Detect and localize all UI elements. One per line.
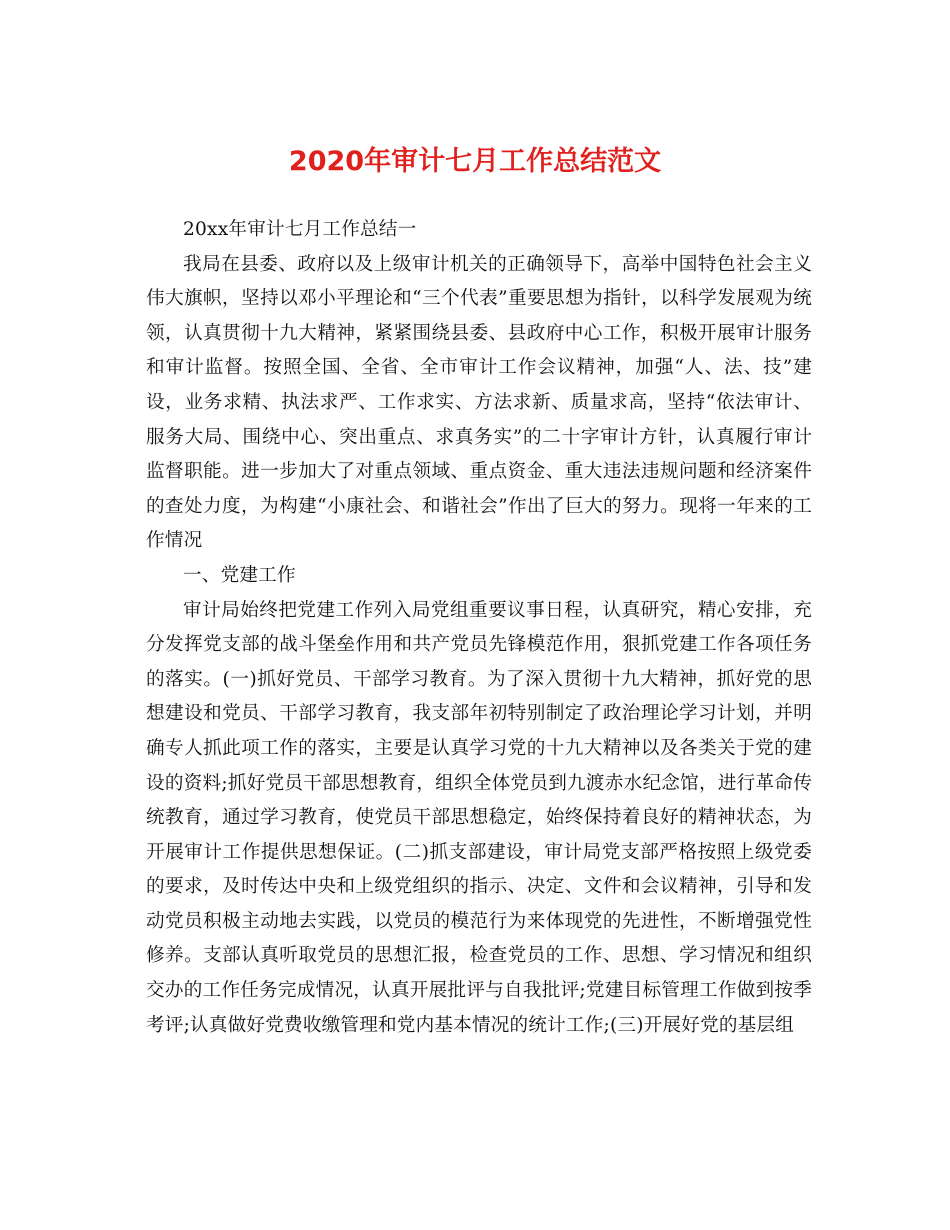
section-heading-summary-one: 20xx年审计七月工作总结一 — [183, 219, 417, 240]
document-title: 2020年审计七月工作总结范文 — [288, 146, 662, 177]
section-heading-party-building: 一、党建工作 — [183, 564, 296, 586]
intro-paragraph: 我局在县委、政府以及上级审计机关的正确领导下，高举中国特色社会主义伟大旗帜，坚持以邓小平理论和“三个代表”重要思想为指针，以科学发展观为统领，认真贯彻十九大精神，紧紧围绕县委、县政府中心工作，积极开展审计服务和审计监督。按照全国、全省、全市审计工作会议精神，加强“人、法、技”建设，业务求精、执法求严、工作求实、方法求新、质量求高，坚持“依法审计、服务大局、围绕中心、突出重点、求真务实”的二十字审计方针，认真履行审计监督职能。进一步加大了对重点领域、重点资金、重大违法违规问题和经济案件的查处力度，为构建“小康社会、和谐社会”作出了巨大的努力。现将一年来的工作情况 — [146, 253, 812, 552]
document-body — [146, 213, 812, 1043]
party-building-paragraph: 审计局始终把党建工作列入局党组重要议事日程，认真研究，精心安排，充分发挥党支部的战斗堡垒作用和共产党员先锋模范作用，狠抓党建工作各项任务的落实。(一)抓好党员、干部学习教育。为了深入贯彻十九大精神，抓好党的思想建设和党员、干部学习教育，我支部年初特别制定了政治理论学习计划，并明确专人抓此项工作的落实，主要是认真学习党的十九大精神以及各类关于党的建设的资料;抓好党员干部思想教育，组织全体党员到九渡赤水纪念馆，进行革命传统教育，通过学习教育，使党员干部思想稳定，始终保持着良好的精神状态，为开展审计工作提供思想保证。(二)抓支部建设，审计局党支部严格按照上级党委的要求，及时传达中央和上级党组织的指示、决定、文件和会议精神，引导和发动党员积极主动地去实践，以党员的模范行为来体现党的先进性，不断增强党性修养。支部认真听取党员的思想汇报，检查党员的工作、思想、学习情况和组织交办的工作任务完成情况，认真开展批评与自我批评;党建目标管理工作做到按季考评;认真做好党费收缴管理和党内基本情况的统计工作;(三)开展好党的基层组 — [146, 599, 812, 1036]
